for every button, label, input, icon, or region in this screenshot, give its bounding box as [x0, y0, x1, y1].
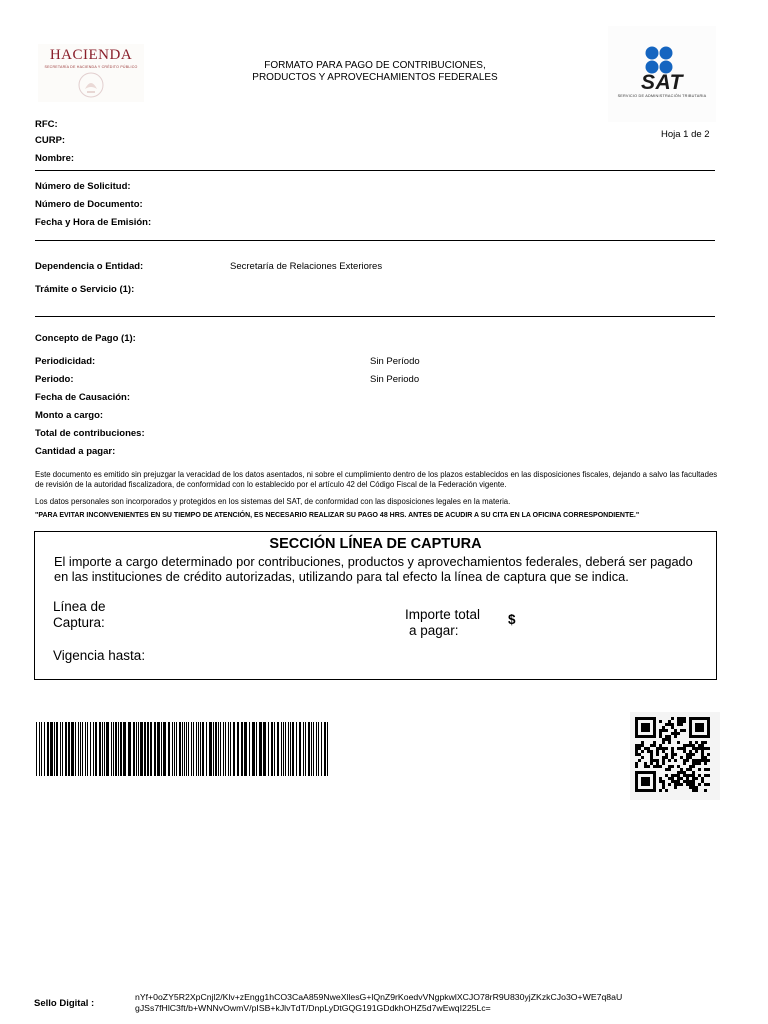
nombre-label: Nombre: [35, 153, 75, 164]
importe-label-line-2: a pagar: [409, 623, 459, 638]
cantidad-label: Cantidad a pagar: [35, 446, 116, 457]
qr-code-image [630, 712, 720, 800]
hacienda-logo-subtitle: SECRETARÍA DE HACIENDA Y CRÉDITO PÚBLICO [44, 65, 138, 69]
eagle-seal-icon [78, 71, 104, 99]
dependencia-value: Secretaría de Relaciones Exteriores [230, 261, 383, 272]
warning-text: "PARA EVITAR INCONVENIENTES EN SU TIEMPO DE ATENCIÓN, ES NECESARIO REALIZAR SU PAGO 48 HRS. ANTES DE ACUDIR A SU CITA EN LA OFICINA CORRESPONDIENTE." [35, 512, 640, 519]
document-title [200, 60, 550, 83]
currency-symbol: $ [508, 612, 516, 627]
title-line-1: FORMATO PARA PAGO DE CONTRIBUCIONES, [264, 60, 486, 71]
periodicidad-value: Sin Período [370, 356, 420, 367]
rfc-label: RFC: [35, 119, 58, 130]
sat-logo-subtitle: SERVICIO DE ADMINISTRACIÓN TRIBUTARIA [617, 94, 707, 98]
importe-label-line-1: Importe total [405, 607, 481, 622]
sello-line-2: gJSs7fHlC3ft/b+WNNvOwmV/pISB+kJlvTdT/DnpLyDtGQG191GDdkhOHZ5d7wEwqI225Lc= [135, 1003, 491, 1013]
sat-dots-icon [644, 46, 682, 74]
capture-text-line-2: en las instituciones de crédito autorizadas, utilizando para tal efecto la línea de captura que se indica. [54, 569, 629, 584]
periodicidad-label: Periodicidad: [35, 356, 96, 367]
divider [35, 316, 715, 317]
barcode-image [36, 722, 330, 776]
sat-logo [608, 26, 716, 122]
capture-title: SECCIÓN LÍNEA DE CAPTURA [269, 536, 482, 552]
sello-line-1: nYf+0oZY5R2XpCnjl2/Klv+zEngg1hCO3CaA859NweXllesG+lQnZ9rKoedvVNgpkwlXCJO78rR9U830yjZKzkCJo3O+WE7q8aU [135, 992, 623, 1002]
linea-captura-label [53, 599, 106, 631]
divider [35, 170, 715, 171]
privacy-text: Los datos personales son incorporados y protegidos en los sistemas del SAT, de conformidad con las disposiciones legales en la materia. [35, 497, 511, 506]
concepto-label: Concepto de Pago (1): [35, 333, 136, 344]
linea-label-line-2: Captura: [53, 615, 105, 630]
capture-description [54, 554, 714, 584]
solicitud-label: Número de Solicitud: [35, 181, 131, 192]
hacienda-logo [38, 44, 144, 102]
sello-digital-value [135, 992, 735, 1014]
capture-section [34, 531, 717, 680]
sello-digital-label: Sello Digital : [34, 998, 95, 1009]
documento-label: Número de Documento: [35, 199, 143, 210]
vigencia-label: Vigencia hasta: [53, 648, 146, 663]
disclaimer-text: Este documento es emitido sin prejuzgar la veracidad de los datos asentados, ni sobre el cumplimiento dentro de los plazos establecidos en las disposiciones fiscales, dejando a salvo las facultades de revisión de la autoridad fiscalizadora, de conformidad con lo establecido por el artículo 42 del Código Fiscal de la Federación vigente. [35, 470, 718, 489]
curp-label: CURP: [35, 135, 66, 146]
periodo-label: Periodo: [35, 374, 74, 385]
linea-label-line-1: Línea de [53, 599, 106, 614]
emision-label: Fecha y Hora de Emisión: [35, 217, 152, 228]
causacion-label: Fecha de Causación: [35, 392, 131, 403]
total-label: Total de contribuciones: [35, 428, 145, 439]
sat-logo-text: SAT [641, 71, 683, 94]
importe-total-label [405, 607, 480, 639]
page-indicator: Hoja 1 de 2 [661, 129, 710, 140]
tramite-label: Trámite o Servicio (1): [35, 284, 135, 295]
title-line-2: PRODUCTOS Y APROVECHAMIENTOS FEDERALES [252, 71, 498, 83]
capture-text-line-1: El importe a cargo determinado por contribuciones, productos y aprovechamientos federales, deberá ser pagado [54, 554, 693, 569]
hacienda-logo-text: HACIENDA [49, 47, 133, 63]
monto-label: Monto a cargo: [35, 410, 104, 421]
dependencia-label: Dependencia o Entidad: [35, 261, 144, 272]
divider [35, 240, 715, 241]
periodo-value: Sin Periodo [370, 374, 420, 385]
